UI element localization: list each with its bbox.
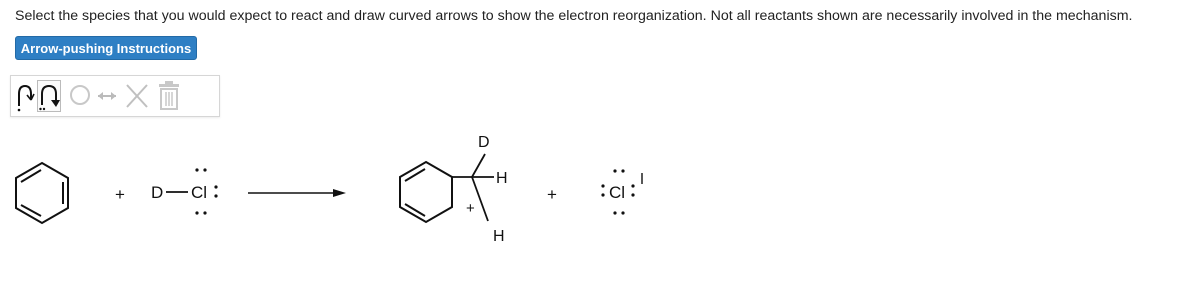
product-deuterium-label: D (478, 134, 490, 151)
chloride-label: Cl (609, 183, 626, 202)
electron-pair-curved-arrow-icon[interactable] (37, 80, 61, 112)
product-hydrogen-label-2: H (493, 228, 505, 245)
product-hydrogen-label: H (496, 170, 508, 187)
single-electron-curved-arrow-icon[interactable] (15, 80, 35, 112)
plus-sign: + (115, 185, 125, 204)
arrow-pushing-instructions-button[interactable]: Arrow-pushing Instructions (15, 36, 197, 60)
ring-selection-icon[interactable] (67, 80, 93, 112)
positive-charge: + (466, 200, 475, 217)
reaction-arrow (248, 189, 346, 197)
chloride-ion[interactable] (601, 169, 642, 214)
resonance-arrow-icon[interactable] (95, 80, 119, 112)
delete-x-icon[interactable] (123, 80, 151, 112)
arrow-toolbar (10, 75, 220, 117)
question-text: Select the species that you would expect to react and draw curved arrows to show the electron reorganization. Not all reactants shown are necessarily involved in the mechanism. (15, 8, 1133, 24)
reaction-scheme (0, 120, 1200, 294)
trash-icon[interactable] (155, 80, 183, 112)
chlorine-label: Cl (191, 183, 208, 202)
d-cl-reagent[interactable] (151, 168, 218, 214)
plus-sign: + (547, 185, 557, 204)
deuterium-label: D (151, 183, 164, 202)
arenium-ion-product[interactable] (400, 134, 508, 245)
benzene[interactable] (16, 163, 68, 223)
